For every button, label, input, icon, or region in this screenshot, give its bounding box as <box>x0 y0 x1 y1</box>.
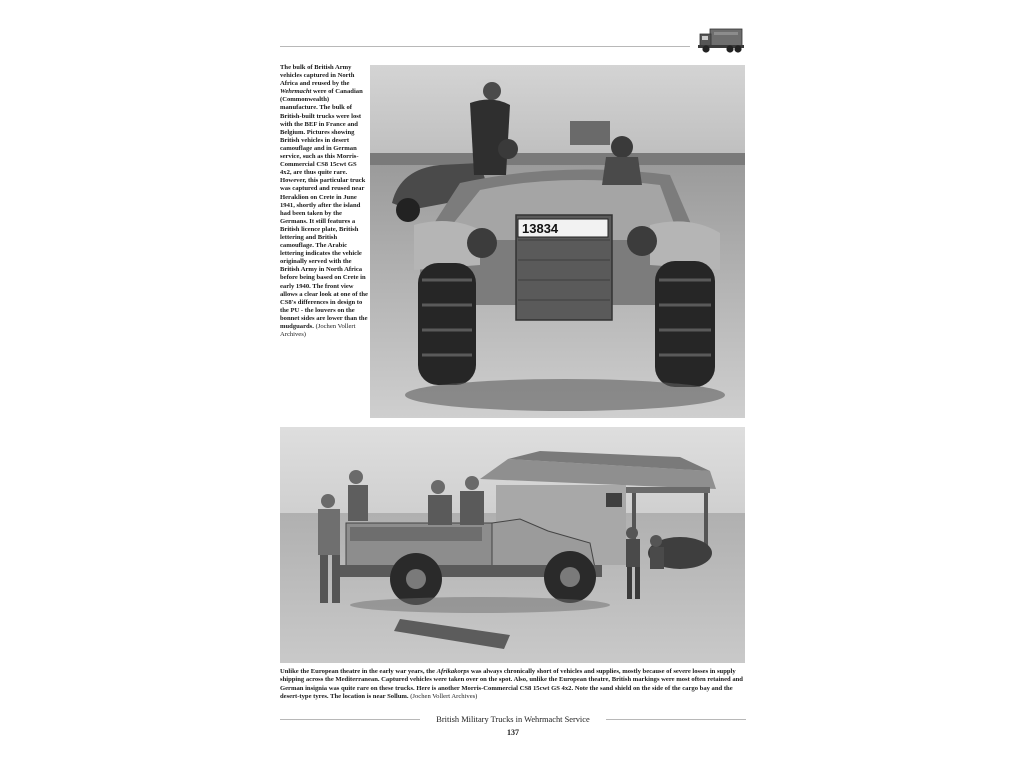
header-rule <box>280 46 690 47</box>
caption-top-credit: (Jochen Vollert Archives) <box>280 323 356 339</box>
footer-rule-right <box>606 719 746 720</box>
caption-top-text-2: were of Canadian (Commonwealth) manufacture. The bulk of British-built trucks were lost with the BEF in France and Belgium. Pictures showing British vehicles in desert camouflage and in German service, such as this Morris-Commercial CS8 15cwt GS 4x2, are thus quite rare. However, this particular truck was captured and reused near Heraklion on Crete in June 1941, shortly after the island had been taken by the Germans. It still features a British licence plate, British lettering and British camouflage. The Arabic lettering indicates the vehicle originally served with the British Army in North Africa before being based on Crete in early 1940. The front view allows a clear look at one of the CS8's differences in design to the PU - the louvers on the bonnet sides are lower than the mudguards. <box>280 88 368 330</box>
caption-top-text-1: The bulk of British Army vehicles captured in North Africa and reused by the <box>280 64 355 88</box>
caption-bottom-text-2: was always chronically short of vehicles and supplies, mostly because of severe losses in supply shipping across the Mediterranean. Captured vehicles were taken over on the spot. Also, unlike the European theatre, British markings were most often retained and German insignia was quite rare on these trucks. Here is another Morris-Commercial CS8 15cwt GS 4x2. Note the sand shield on the side of the cargo bay and the desert-type tyres. The location is near Sollum. <box>280 668 743 701</box>
footer-rule-left <box>280 719 420 720</box>
truck-thumbnail-icon <box>698 26 744 54</box>
page-number: 137 <box>507 728 519 737</box>
caption-top <box>280 64 368 339</box>
caption-top-italic: Wehrmacht <box>280 88 312 96</box>
licence-plate-text: 13834 <box>522 221 559 236</box>
caption-bottom-text-1: Unlike the European theatre in the early war years, the <box>280 668 437 675</box>
book-page <box>272 22 752 750</box>
footer <box>280 714 746 728</box>
photo-bottom-truck-side <box>280 427 745 663</box>
caption-bottom <box>280 668 748 702</box>
caption-bottom-italic: Afrikakorps <box>436 668 470 675</box>
photo-top-truck-front <box>370 65 745 418</box>
caption-bottom-credit: (Jochen Vollert Archives) <box>410 693 478 701</box>
footer-book-title: British Military Trucks in Wehrmacht Service <box>436 715 590 724</box>
